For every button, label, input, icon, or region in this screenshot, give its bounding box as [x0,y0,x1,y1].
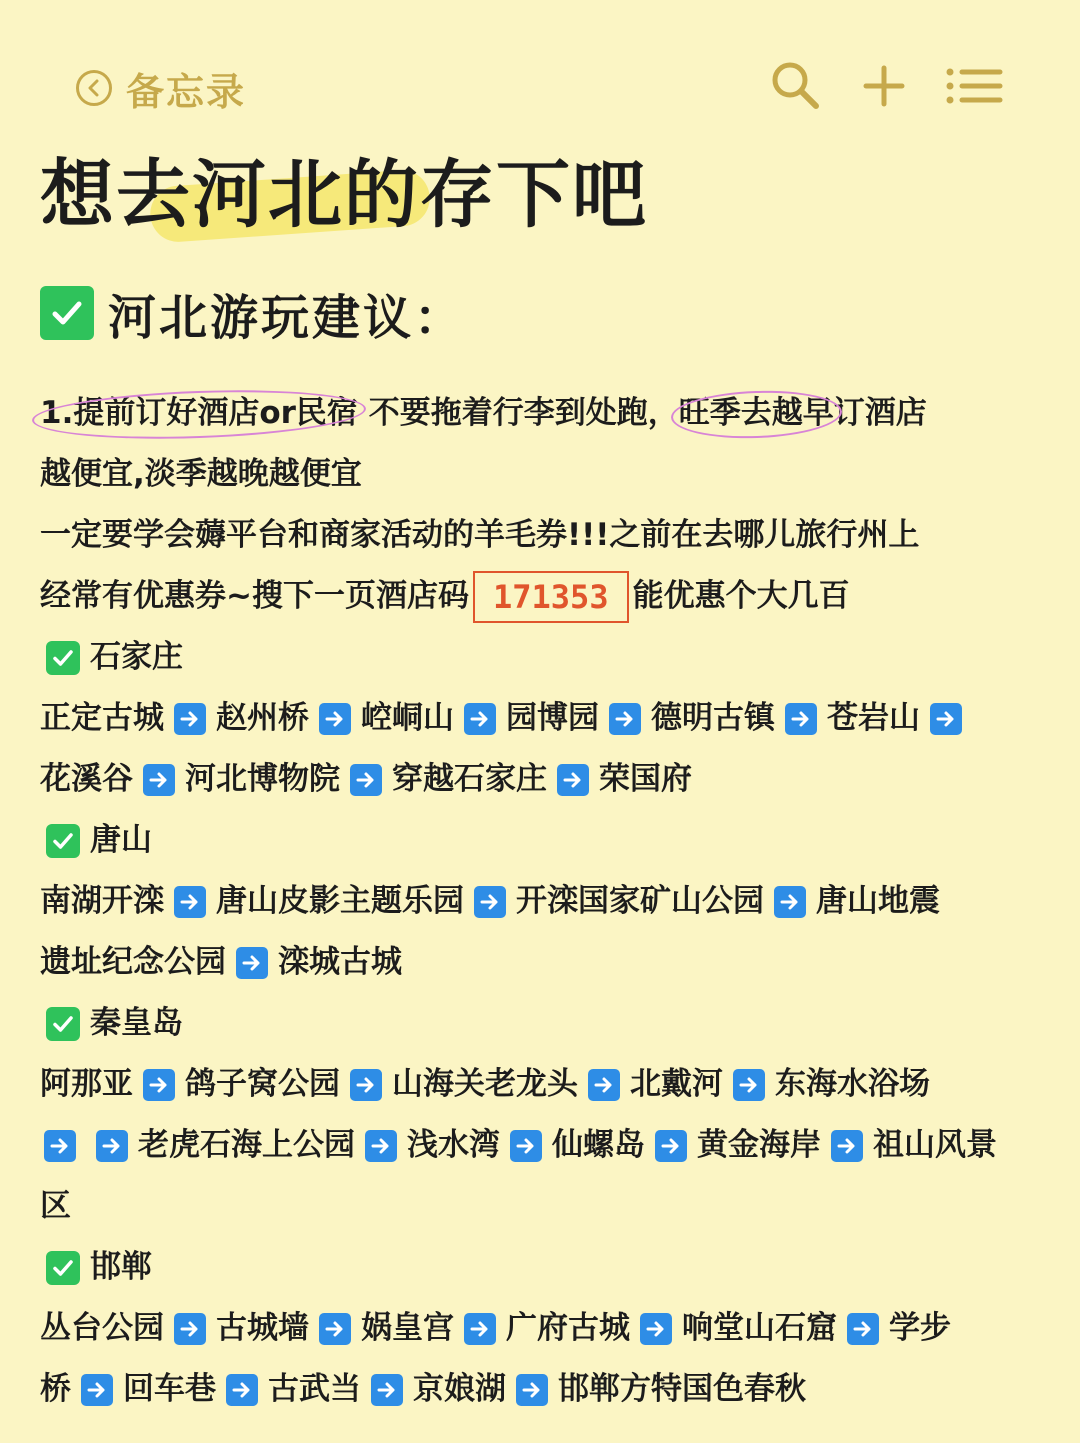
arrow-right-icon [319,703,351,735]
tip-text: 订酒店 [833,395,927,431]
place-name: 邯郸方特国色春秋 [558,1371,806,1407]
arrow-right-icon [350,1069,382,1101]
arrow-right-icon [236,947,268,979]
place-name: 唐山地震 [816,883,940,919]
arrow-right-icon [81,1374,113,1406]
place-name: 正定古城 [40,700,164,736]
place-name: 崆峒山 [361,700,454,736]
arrow-right-icon [96,1130,128,1162]
place-name: 古武当 [268,1371,361,1407]
arrow-right-icon [143,764,175,796]
route-line [40,749,1050,810]
place-name: 学步 [889,1310,951,1346]
app-header [0,0,1080,150]
place-name: 遗址纪念公园 [40,944,226,980]
route-line [40,688,1050,749]
check-icon [46,824,80,858]
place-name: 德明古镇 [651,700,775,736]
arrow-right-icon [174,886,206,918]
arrow-right-icon [733,1069,765,1101]
arrow-right-icon [464,1313,496,1345]
arrow-right-icon [319,1313,351,1345]
route-line [40,932,1050,993]
place-name: 东海水浴场 [775,1066,930,1102]
arrow-right-icon [774,886,806,918]
section-heading [40,285,466,346]
place-name: 仙螺岛 [552,1127,645,1163]
page-title: 想去河北的存下吧 [40,152,648,238]
arrow-right-icon [847,1313,879,1345]
city-heading [40,993,1050,1054]
place-name: 响堂山石窟 [682,1310,837,1346]
place-name: 山海关老龙头 [392,1066,578,1102]
place-name: 京娘湖 [413,1371,506,1407]
tip-line-3: 一定要学会薅平台和商家活动的羊毛券!!!之前在去哪儿旅行州上 [40,517,920,553]
hotel-code: 171353 [473,571,629,623]
place-name: 赵州桥 [216,700,309,736]
place-name: 老虎石海上公园 [138,1127,355,1163]
place-name: 黄金海岸 [697,1127,821,1163]
place-name: 阿那亚 [40,1066,133,1102]
place-name: 娲皇宫 [361,1310,454,1346]
city-name: 邯郸 [90,1249,152,1285]
place-name: 河北博物院 [185,761,340,797]
arrow-right-icon [609,703,641,735]
route-line [40,1176,1050,1237]
place-name: 园博园 [506,700,599,736]
arrow-right-icon [588,1069,620,1101]
section-label: 河北游玩建议： [108,289,466,346]
place-name: 荣国府 [599,761,692,797]
arrow-right-icon [44,1130,76,1162]
place-name: 北戴河 [630,1066,723,1102]
check-icon [46,641,80,675]
arrow-right-icon [557,764,589,796]
place-name: 浅水湾 [407,1127,500,1163]
arrow-right-icon [930,703,962,735]
back-button[interactable] [76,62,246,114]
place-name: 祖山风景 [873,1127,997,1163]
arrow-right-icon [226,1374,258,1406]
place-name: 区 [40,1188,71,1224]
route-line [40,1359,1050,1420]
route-line [40,1115,1050,1176]
arrow-right-icon [365,1130,397,1162]
check-icon [40,286,94,340]
tip-line-4 [40,566,1050,627]
arrow-right-icon [464,703,496,735]
place-name: 南湖开滦 [40,883,164,919]
check-icon [46,1251,80,1285]
tip-line-1 [40,383,1050,444]
back-circle-icon [76,70,112,106]
arrow-right-icon [785,703,817,735]
arrow-right-icon [655,1130,687,1162]
note-body [40,383,1050,1420]
tip-highlight-1: 1.提前订好酒店or民宿 [40,383,358,444]
search-icon[interactable] [768,58,824,118]
arrow-right-icon [510,1130,542,1162]
place-name: 丛台公园 [40,1310,164,1346]
plus-icon[interactable] [860,58,908,118]
place-name: 古城墙 [216,1310,309,1346]
arrow-right-icon [174,1313,206,1345]
city-heading [40,1237,1050,1298]
place-name: 穿越石家庄 [392,761,547,797]
place-name: 广府古城 [506,1310,630,1346]
city-list [40,627,1050,1420]
arrow-right-icon [474,886,506,918]
arrow-right-icon [174,703,206,735]
city-name: 唐山 [90,822,152,858]
city-name: 石家庄 [90,639,183,675]
tip-line-2: 越便宜,淡季越晚越便宜 [40,456,362,492]
route-line [40,1298,1050,1359]
back-label: 备忘录 [126,69,247,114]
tip-text: 不要拖着行李到处跑， [357,395,679,431]
arrow-right-icon [350,764,382,796]
place-name: 花溪谷 [40,761,133,797]
place-name: 回车巷 [123,1371,216,1407]
city-heading [40,627,1050,688]
city-name: 秦皇岛 [90,1005,183,1041]
city-heading [40,810,1050,871]
tip-highlight-2: 旺季去越早 [679,383,834,444]
arrow-right-icon [831,1130,863,1162]
check-icon [46,1007,80,1041]
list-icon[interactable] [944,58,1004,118]
place-name: 开滦国家矿山公园 [516,883,764,919]
place-name: 滦城古城 [278,944,402,980]
place-name: 苍岩山 [827,700,920,736]
arrow-right-icon [371,1374,403,1406]
place-name: 桥 [40,1371,71,1407]
tip-text: 能优惠个大几百 [632,578,850,614]
place-name: 鸽子窝公园 [185,1066,340,1102]
arrow-right-icon [516,1374,548,1406]
arrow-right-icon [640,1313,672,1345]
tip-text: 经常有优惠券~搜下一页酒店码 [40,578,469,614]
route-line [40,871,1050,932]
place-name: 唐山皮影主题乐园 [216,883,464,919]
route-line [40,1054,1050,1115]
arrow-right-icon [143,1069,175,1101]
